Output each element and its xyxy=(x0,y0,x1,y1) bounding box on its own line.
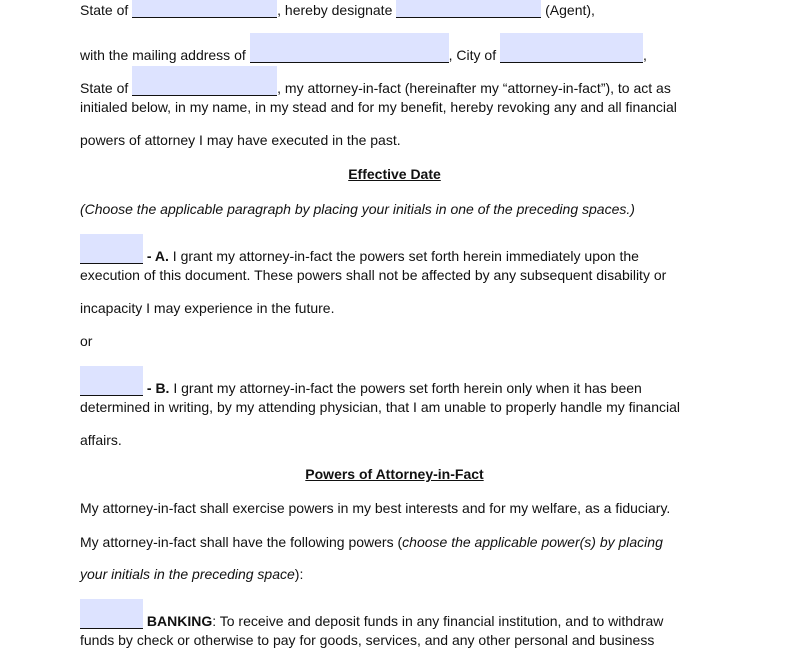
mailing-address-line xyxy=(80,33,647,63)
comma: , xyxy=(643,47,647,63)
state-line xyxy=(80,0,595,18)
option-a-initials-field[interactable] xyxy=(80,234,143,264)
mailing-address-field[interactable] xyxy=(250,33,449,63)
option-a-marker: - A. xyxy=(143,248,169,264)
powers-heading: Powers of Attorney-in-Fact xyxy=(305,466,484,482)
mailing-label: with the mailing address of xyxy=(80,47,246,63)
state-label: State of xyxy=(80,2,129,18)
attorney-text: , my attorney-in-fact (hereinafter my “attorney-in-fact”), to act as xyxy=(277,80,671,96)
powers-line3 xyxy=(80,566,303,582)
para1-line5: powers of attorney I may have executed in the past. xyxy=(80,132,401,148)
powers-line1: My attorney-in-fact shall exercise powers in my best interests and for my welfare, as a fiduciary. xyxy=(80,500,671,516)
option-a-line xyxy=(80,234,639,264)
option-b-text: I grant my attorney-in-fact the powers set forth herein only when it has been xyxy=(169,380,642,396)
state-field-2[interactable] xyxy=(132,66,277,96)
effective-date-heading: Effective Date xyxy=(348,166,441,182)
powers-line2 xyxy=(80,534,663,550)
banking-line xyxy=(80,599,663,629)
powers-line3-end: ): xyxy=(294,566,304,582)
option-a-line2: execution of this document. These powers shall not be affected by any subsequent disability or xyxy=(80,267,667,283)
option-b-line2: determined in writing, by my attending physician, that I am unable to properly handle my financial xyxy=(80,399,680,415)
powers-line2-italic: choose the applicable power(s) by placing xyxy=(402,534,663,550)
designate-text: , hereby designate xyxy=(277,2,393,18)
para1-line4: initialed below, in my name, in my stead and for my benefit, hereby revoking any and all financial xyxy=(80,99,677,115)
option-b-initials-field[interactable] xyxy=(80,366,143,396)
powers-line2-start: My attorney-in-fact shall have the following powers ( xyxy=(80,534,403,550)
city-field[interactable] xyxy=(500,33,643,63)
powers-line3-italic: your initials in the preceding space xyxy=(80,566,295,582)
banking-text: : To receive and deposit funds in any financial institution, and to withdraw xyxy=(212,613,664,629)
option-b-marker: - B. xyxy=(143,380,170,396)
option-b-line xyxy=(80,366,642,396)
city-label: , City of xyxy=(448,47,497,63)
or-text: or xyxy=(80,333,93,349)
state-label-2: State of xyxy=(80,80,129,96)
state-attorney-line xyxy=(80,66,671,96)
banking-label: BANKING xyxy=(143,613,213,629)
agent-text: (Agent), xyxy=(545,2,595,18)
agent-name-field[interactable] xyxy=(396,0,541,18)
state-field[interactable] xyxy=(132,0,277,18)
effective-date-instruction: (Choose the applicable paragraph by placing your initials in one of the preceding spaces.) xyxy=(80,201,635,217)
option-a-text: I grant my attorney-in-fact the powers set forth herein immediately upon the xyxy=(168,248,639,264)
banking-initials-field[interactable] xyxy=(80,599,143,629)
option-a-line3: incapacity I may experience in the future. xyxy=(80,300,335,316)
banking-line2: funds by check or otherwise to pay for goods, services, and any other personal and business xyxy=(80,632,655,648)
option-b-line3: affairs. xyxy=(80,432,122,448)
